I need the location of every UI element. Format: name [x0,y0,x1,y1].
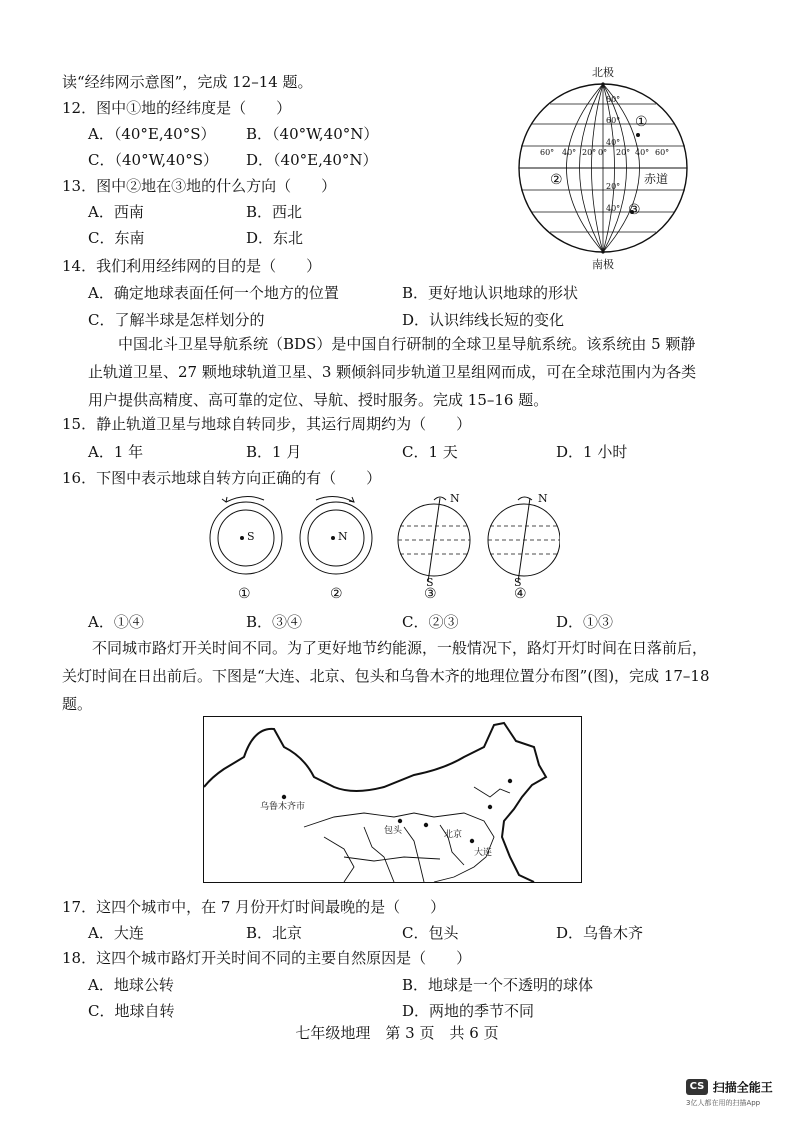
q15-option-b: B．1 月 [246,443,302,461]
scanner-watermark [686,1077,773,1108]
q16-option-c: C．②③ [402,613,459,631]
q14-option-d: D．认识纬线长短的变化 [402,311,565,329]
lat-label: 60° [606,116,621,125]
scanner-logo-icon: CS [686,1079,708,1095]
intro-15-16: 中国北斗卫星导航系统（BDS）是中国自行研制的全球卫星导航系统。该系统由 5 颗静止轨道卫星、27 颗地球轨道卫星、3 颗倾斜同步轨道卫星组网而成，可在全球范围内为各类用户提供高精度、高可靠的定位、导航、授时服务。完成 15–16 题。 [88,335,697,409]
lat-label: 40° [606,204,621,213]
q17-option-a: A．大连 [88,924,144,942]
q18-option-b: B．地球是一个不透明的球体 [402,976,594,994]
point-1-label: ① [635,114,648,130]
point-2-label: ② [550,172,563,188]
q15-stem: 15．静止轨道卫星与地球自转同步，其运行周期约为（ ） [62,415,472,433]
q16-stem: 16．下图中表示地球自转方向正确的有（ ） [62,469,382,487]
q12-option-b: B．（40°W,40°N） [246,125,379,143]
q17-stem: 17．这四个城市中，在 7 月份开灯时间最晚的是（ ） [62,898,446,916]
q12-option-a: A．（40°E,40°S） [88,125,216,143]
globe-figure [510,62,700,272]
fig3-s-label: S [426,576,434,589]
fig1-s-label: S [247,530,255,543]
beijing-label: 北京 [444,830,463,840]
q13-option-d: D．东北 [246,229,304,247]
fig1-label: ① [238,586,251,602]
scanner-tagline: 3亿人都在用的扫描App [686,1098,761,1107]
lon-label: 20° [616,148,631,157]
q13-option-a: A．西南 [88,203,144,221]
scanner-name: 扫描全能王 [712,1080,773,1095]
fig3-label: ③ [424,586,437,602]
q12-option-c: C．（40°W,40°S） [88,151,218,169]
fig2-label: ② [330,586,343,602]
rotation-diagrams [200,490,560,608]
q18-stem: 18．这四个城市路灯开关时间不同的主要自然原因是（ ） [62,949,472,967]
fig2-n-label: N [338,530,348,543]
fig3-n-label: N [450,492,460,505]
q18-option-a: A．地球公转 [88,976,174,994]
south-pole-label: 南极 [592,258,614,271]
lon-label: 40° [562,148,577,157]
fig4-s-label: S [514,576,522,589]
lat-label: 80° [606,95,621,104]
urumqi-label: 乌鲁木齐市 [260,802,306,812]
q14-option-a: A．确定地球表面任何一个地方的位置 [88,284,339,302]
q14-option-b: B．更好地认识地球的形状 [402,284,579,302]
q15-option-c: C．1 天 [402,443,458,461]
intro-17-18: 不同城市路灯开关时间不同。为了更好地节约能源，一般情况下，路灯开灯时间在日落前后，关灯时间在日出前后。下图是“大连、北京、包头和乌鲁木齐的地理位置分布图”(图)，完成 17–18 题。 [62,639,710,713]
q13-stem: 13．图中②地在③地的什么方向（ ） [62,177,337,195]
lon-label: 60° [540,148,555,157]
q16-option-d: D．①③ [556,613,614,631]
lon-label: 60° [655,148,670,157]
fig4-label: ④ [514,586,527,602]
globe-grid [510,62,700,272]
rotation-figures [200,490,560,608]
china-map [203,716,582,883]
q14-option-c: C．了解半球是怎样划分的 [88,311,265,329]
north-pole-label: 北极 [592,66,614,79]
lat-label: 20° [606,182,621,191]
dalian-label: 大连 [474,848,493,858]
lon-label: 40° [635,148,650,157]
q14-stem: 14．我们利用经纬网的目的是（ ） [62,257,322,275]
q13-option-c: C．东南 [88,229,145,247]
page-footer: 七年级地理 第 3 页 共 6 页 [295,1024,499,1042]
q12-option-d: D．（40°E,40°N） [246,151,378,169]
q12-stem: 12．图中①地的经纬度是（ ） [62,99,292,117]
lat-label: 40° [606,138,621,147]
q17-option-d: D．乌鲁木齐 [556,924,644,942]
q18-option-d: D．两地的季节不同 [402,1002,535,1020]
q17-option-c: C．包头 [402,924,459,942]
point-3-label: ③ [628,202,641,218]
q16-option-a: A．①④ [88,613,144,631]
q16-option-b: B．③④ [246,613,303,631]
q15-option-a: A．1 年 [88,443,144,461]
q13-option-b: B．西北 [246,203,303,221]
equator-label: 赤道 [644,172,669,186]
fig4-n-label: N [538,492,548,505]
q15-option-d: D．1 小时 [556,443,628,461]
lon-label: 20° [582,148,597,157]
q17-option-b: B．北京 [246,924,303,942]
lon-label: 0° [598,148,608,157]
intro-12-14: 读“经纬网示意图”，完成 12–14 题。 [62,73,313,91]
baotou-label: 包头 [384,826,403,836]
q18-option-c: C．地球自转 [88,1002,175,1020]
